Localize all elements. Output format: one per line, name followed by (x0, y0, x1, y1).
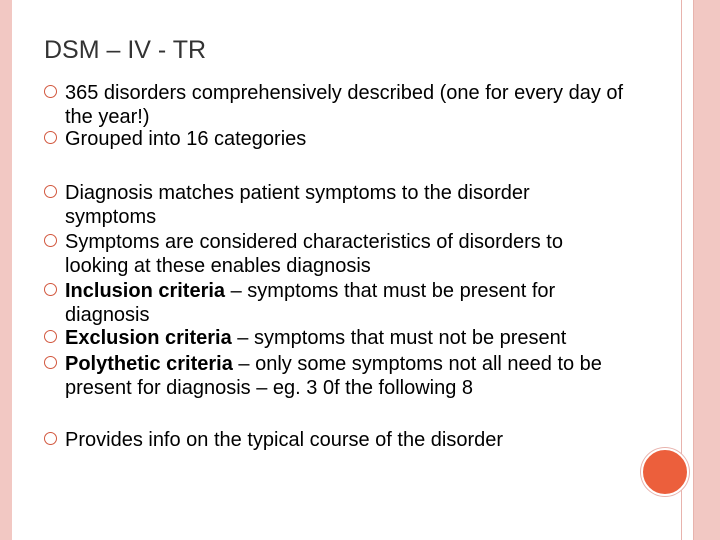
bullet-item (44, 352, 624, 400)
bullet-item (44, 230, 624, 278)
bullet-text: 365 disorders comprehensively described (one for every day of the year!) (65, 82, 624, 128)
decorative-circle (641, 448, 689, 496)
bullet-text: Diagnosis matches patient symptoms to the disorder symptoms (65, 182, 530, 228)
slide-title: DSM – IV - TR (44, 36, 207, 64)
left-border (0, 0, 12, 540)
bullet-term: Exclusion criteria (65, 327, 232, 349)
bullet-item (44, 326, 624, 350)
bullet-term: Inclusion criteria (65, 280, 226, 302)
bullet-text: Provides info on the typical course of the disorder (65, 429, 504, 451)
bullet-text: Symptoms are considered characteristics of disorders to looking at these enables diagnosis (65, 231, 563, 277)
circle-bullet-icon (44, 283, 57, 296)
circle-bullet-icon (44, 85, 57, 98)
bullet-item (44, 181, 624, 229)
circle-bullet-icon (44, 185, 57, 198)
circle-bullet-icon (44, 356, 57, 369)
bullet-item (44, 127, 624, 151)
circle-bullet-icon (44, 330, 57, 343)
bullet-term: Polythetic criteria (65, 353, 233, 375)
circle-bullet-icon (44, 131, 57, 144)
bullet-item (44, 81, 624, 129)
bullet-text: – symptoms that must not be present (231, 327, 567, 349)
circle-bullet-icon (44, 432, 57, 445)
bullet-item (44, 279, 624, 327)
bullet-text: – symptoms that must be present for diagnosis (65, 280, 556, 326)
bullet-text: – only some symptoms not all need to be present for diagnosis – eg. 3 0f the following 8 (65, 353, 602, 399)
bullet-text: Grouped into 16 categories (65, 128, 307, 150)
right-border (694, 0, 720, 540)
bullet-item (44, 428, 624, 452)
circle-bullet-icon (44, 234, 57, 247)
